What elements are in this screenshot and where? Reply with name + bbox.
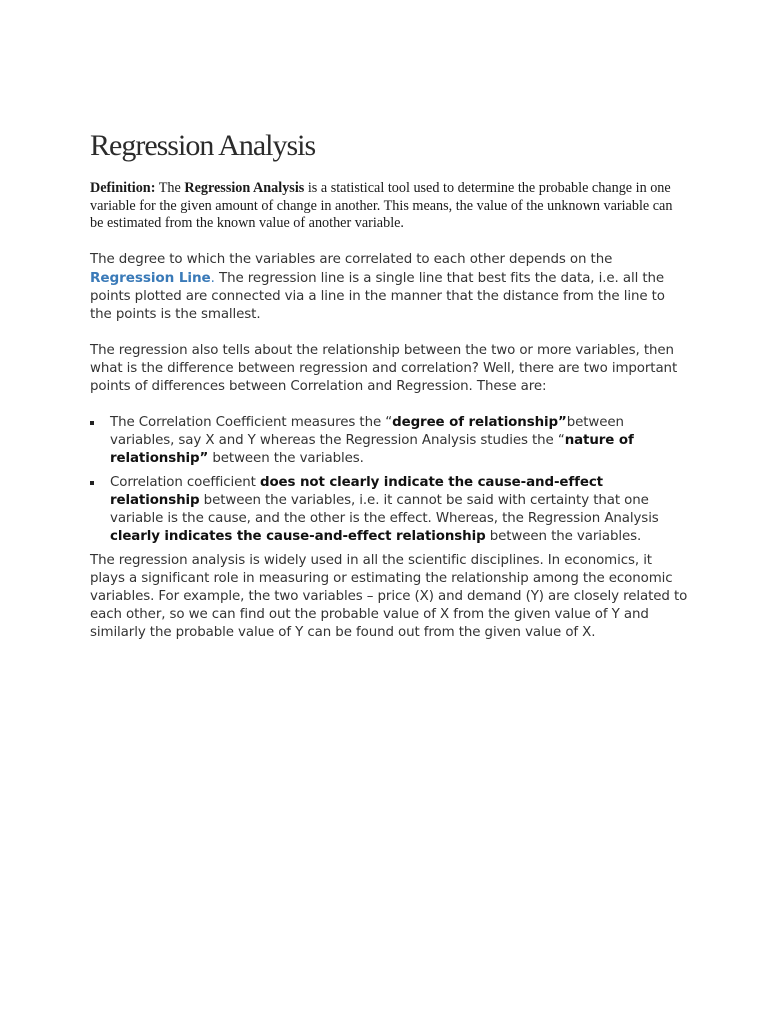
bullet-text: between the variables. bbox=[208, 450, 364, 466]
bullet-emphasis: clearly indicates the cause-and-effect relationship bbox=[110, 528, 486, 544]
bullet-marker bbox=[90, 481, 94, 485]
bullet-text: between the variables. bbox=[485, 528, 642, 544]
para1-link-dot: . bbox=[210, 270, 215, 286]
definition-pre: The bbox=[155, 180, 185, 196]
regression-line-paragraph bbox=[90, 251, 688, 324]
definition-paragraph bbox=[90, 180, 688, 233]
list-item bbox=[90, 474, 688, 546]
definition-term: Regression Analysis bbox=[184, 180, 305, 196]
bullet-text: between the variables, i.e. it cannot be said with certainty that one variable is the cause, and the other is the effect. Whereas, the Regression Analysis bbox=[110, 492, 659, 526]
bullet-emphasis: degree of relationship” bbox=[392, 414, 567, 430]
page-title: Regression Analysis bbox=[90, 129, 316, 162]
bullet-marker bbox=[90, 421, 94, 425]
bullet-text: Correlation coefficient bbox=[110, 474, 260, 490]
para1-post: The regression line is a single line that best fits the data, i.e. all the points plotted are connected via a line in the manner that the distance from the line to the points is the smallest. bbox=[90, 270, 665, 322]
definition-text: is a statistical tool used to determine the probable change in one variable for the given amount of change in another. This means, the value of the unknown variable can be estimated from the known value of another variable. bbox=[90, 180, 673, 232]
difference-intro-paragraph: The regression also tells about the relationship between the two or more variables, then what is the difference between regression and correlation? Well, there are two important points of differences between Correlation and Regression. These are: bbox=[90, 342, 678, 394]
bullet-emphasis: does not clearly indicate the cause-and-effect relationship bbox=[110, 474, 603, 508]
list-item bbox=[90, 414, 688, 468]
definition-label: Definition: bbox=[90, 180, 156, 196]
document-page bbox=[90, 126, 688, 660]
bullet-text: The Correlation Coefficient measures the “ bbox=[110, 414, 393, 430]
differences-list bbox=[90, 414, 688, 546]
bullet-emphasis: nature of relationship” bbox=[110, 432, 634, 466]
para1-pre: The degree to which the variables are correlated to each other depends on the bbox=[90, 251, 613, 267]
bullet-text: between variables, say X and Y whereas the Regression Analysis studies the “ bbox=[110, 414, 624, 448]
applications-paragraph: The regression analysis is widely used in all the scientific disciplines. In economics, it plays a significant role in measuring or estimating the relationship among the economic variables. For example, the two variables – price (X) and demand (Y) are closely related to each other, so we can find out the probable value of X from the given value of Y and similarly the probable value of Y can be found out from the given value of X. bbox=[90, 552, 688, 640]
regression-line-link[interactable]: Regression Line bbox=[90, 269, 211, 286]
